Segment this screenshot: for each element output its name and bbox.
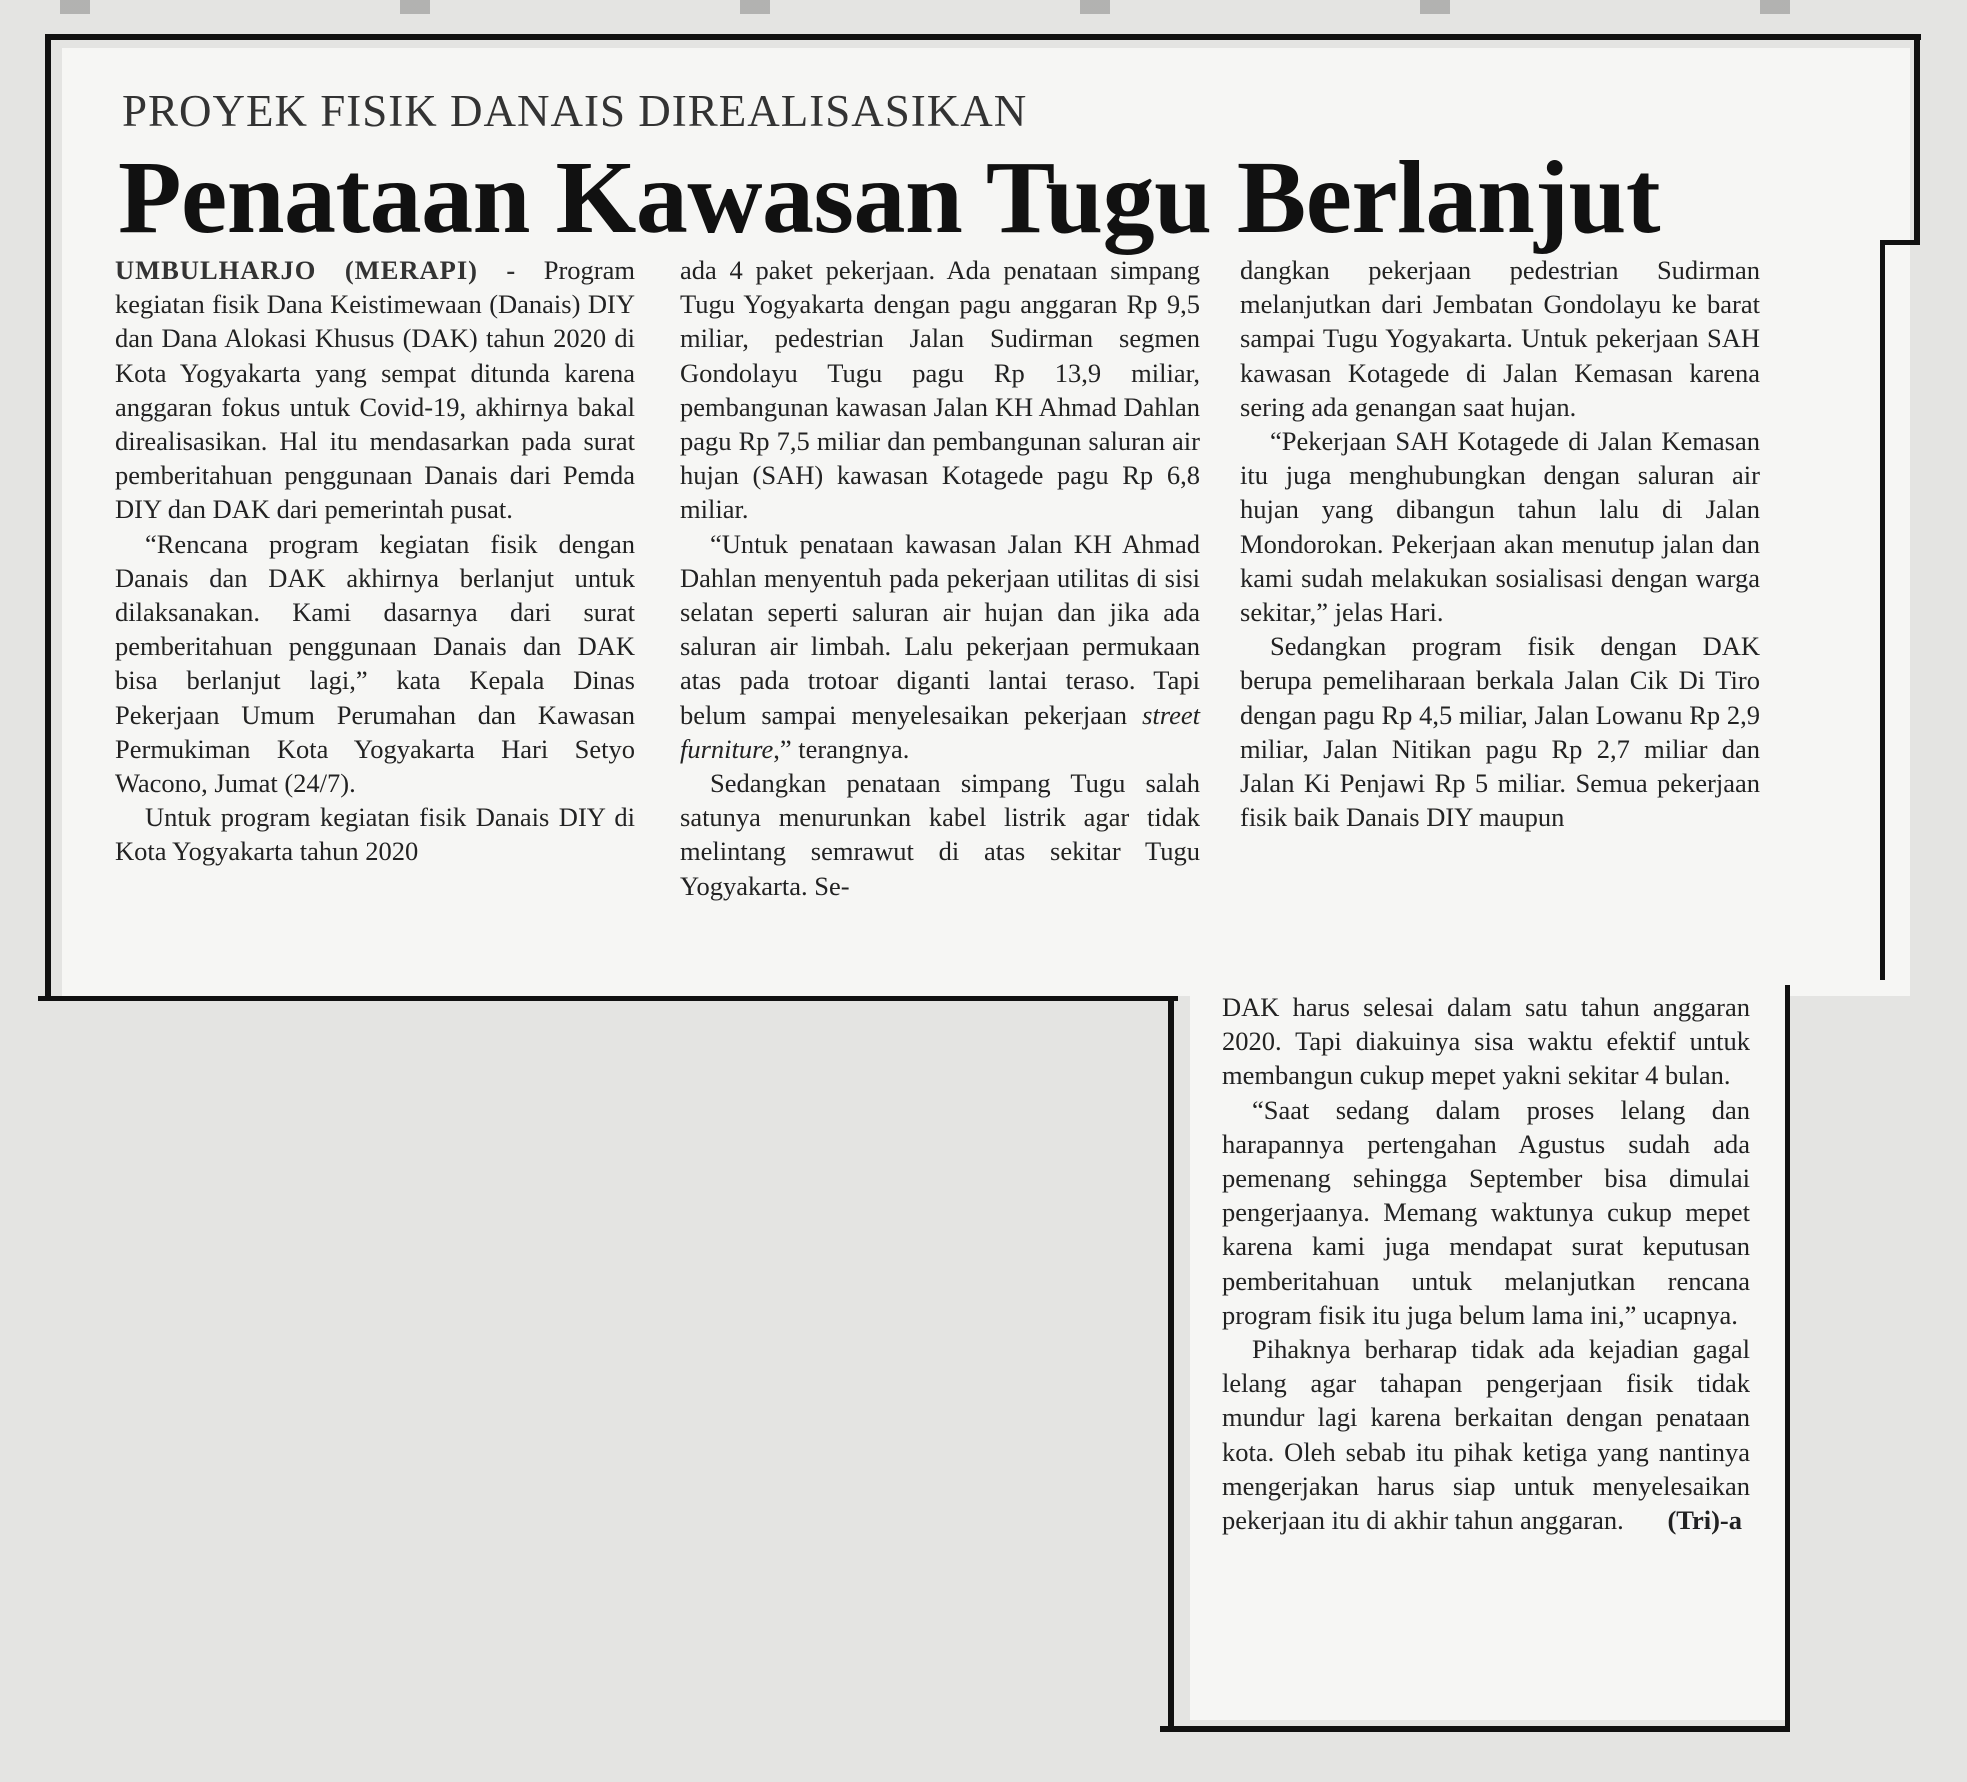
paragraph: dangkan pekerjaan pedestrian Sudirman melanjutkan dari Jembatan Gondolayu ke barat sampai Tugu Yogyakarta. Untuk pekerjaan SAH kawasan Kotagede di Jalan Kemasan karena sering ada genangan saat hujan. (1240, 255, 1760, 422)
frame-top (45, 34, 1921, 40)
frame-right-lower (1880, 240, 1885, 980)
paragraph (115, 253, 635, 527)
paragraph-text: ,” terangnya. (773, 733, 910, 764)
paragraph: Pihaknya berharap tidak ada kejadian gagal lelang agar tahapan pengerjaan fisik tidak mundur lagi karena berkaitan dengan penataan kota. Oleh sebab itu pihak ketiga yang nantinya mengerjakan harus siap untuk menyelesaikan pekerjaan itu di akhir tahun anggaran. (1222, 1334, 1750, 1536)
paragraph: Sedangkan program fisik dengan DAK berupa pemeliharaan berkala Jalan Cik Di Tiro dengan pagu Rp 4,5 miliar, Jalan Lowanu Rp 2,9 miliar, Jalan Nitikan pagu Rp 2,7 miliar dan Jalan Ki Penjawi Rp 5 miliar. Semua pekerjaan fisik baik Danais DIY maupun (1240, 631, 1760, 833)
frame-left (45, 34, 51, 1000)
frame-right-upper (1914, 34, 1920, 244)
dateline: UMBULHARJO (MERAPI) - (115, 255, 517, 285)
paragraph: “Saat sedang dalam proses lelang dan harapannya pertengahan Agustus sudah ada pemenang sehingga September bisa dimulai pengerjaanya. Memang waktunya cukup mepet karena kami juga mendapat surat keputusan pemberitahuan untuk melanjutkan rencana program fisik itu juga belum lama ini,” ucapnya. (1222, 1094, 1750, 1330)
article-column-1 (115, 253, 635, 869)
frame-right-step (1880, 240, 1920, 245)
paragraph: “Pekerjaan SAH Kotagede di Jalan Kemasan itu juga menghubungkan dengan saluran air hujan yang dibangun tahun lalu di Jalan Mondorokan. Pekerjaan akan menutup jalan dan kami sudah melakukan sosialisasi dengan warga sekitar,” jelas Hari. (1240, 426, 1760, 628)
article-kicker: PROYEK FISIK DANAIS DIREALISASIKAN (122, 86, 1028, 136)
paragraph-text: Program kegiatan fisik Dana Keistimewaan (Danais) DIY dan Dana Alokasi Khusus (DAK) tahun 2020 di Kota Yogyakarta yang sempat ditunda karena anggaran fokus untuk Covid-19, akhirnya bakal direalisasikan. Hal itu mendasarkan pada surat pemberitahuan penggunaan Danais dari Pemda DIY dan DAK dari pemerintah pusat. (115, 255, 635, 525)
paragraph: Untuk program kegiatan fisik Danais DIY di Kota Yogyakarta tahun 2020 (115, 802, 635, 867)
paragraph (680, 527, 1200, 766)
article-column-continuation (1222, 990, 1750, 1537)
article-column-2 (680, 253, 1200, 903)
frame-middle-horizontal (38, 996, 1178, 1001)
scan-edge-artifact (0, 0, 1967, 14)
paragraph: Sedangkan penataan simpang Tugu salah satunya menurunkan kabel listrik agar tidak melintang semrawut di atas sekitar Tugu Yogyakarta. Se- (680, 768, 1200, 901)
paragraph-text: “Untuk penataan kawasan Jalan KH Ahmad Dahlan menyentuh pada pekerjaan utilitas di sisi selatan seperti saluran air hujan dan jika ada saluran air limbah. Lalu pekerjaan permukaan atas pada trotoar diganti lantai teraso. Tapi belum sampai menyelesaikan pekerjaan (680, 528, 1200, 730)
paragraph: ada 4 paket pekerjaan. Ada penataan simpang Tugu Yogyakarta dengan pagu anggaran Rp 9,5 miliar, pedestrian Jalan Sudirman segmen Gondolayu Tugu pagu Rp 13,9 miliar, pembangunan kawasan Jalan KH Ahmad Dahlan pagu Rp 7,5 miliar dan pembangunan saluran air hujan (SAH) kawasan Kotagede pagu Rp 6,8 miliar. (680, 255, 1200, 525)
paragraph: DAK harus selesai dalam satu tahun anggaran 2020. Tapi diakuinya sisa waktu efektif untuk membangun cukup mepet yakni sekitar 4 bulan. (1222, 992, 1750, 1091)
frame-inner-vertical (1168, 996, 1174, 1732)
emphasis-text: street furniture (680, 699, 1201, 764)
frame-bottom (1160, 1726, 1790, 1732)
frame-bottom-right (1785, 985, 1790, 1730)
paragraph: “Rencana program kegiatan fisik dengan Danais dan DAK akhirnya berlanjut untuk dilaksanakan. Kami dasarnya dari surat pemberitahuan penggunaan Danais dan DAK bisa berlanjut lagi,” kata Kepala Dinas Pekerjaan Umum Perumahan dan Kawasan Permukiman Kota Yogyakarta Hari Setyo Wacono, Jumat (24/7). (115, 528, 635, 799)
article-headline: Penataan Kawasan Tugu Berlanjut (118, 140, 1660, 255)
author-signature: (Tri)-a (1667, 1505, 1742, 1536)
article-column-3 (1240, 253, 1760, 834)
